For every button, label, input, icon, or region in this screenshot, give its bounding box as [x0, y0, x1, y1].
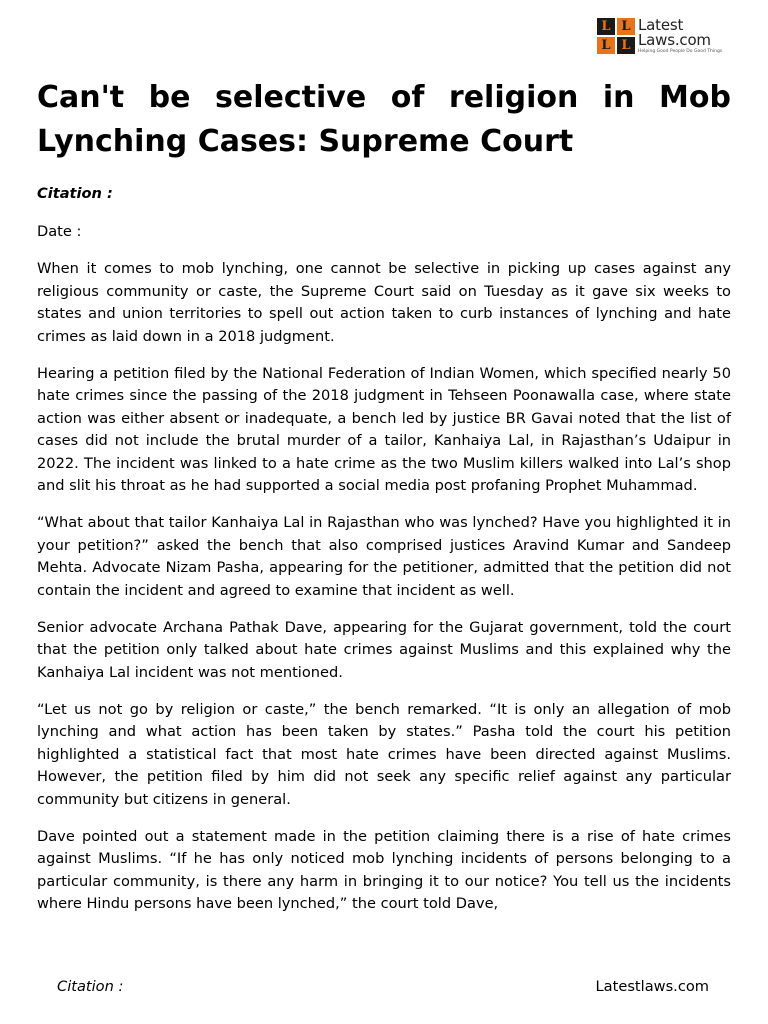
article-paragraph: Dave pointed out a statement made in the petition claiming there is a rise of hate crimes against Muslims. “If he has only noticed mob lynching incidents of persons belonging to a particular community, is there any harm in bringing it to our notice? You tell us the incidents where Hindu persons have been lynched,” the court told Dave,	[37, 827, 731, 912]
article-body	[37, 183, 731, 930]
logo-mark-cell: L	[617, 37, 635, 54]
date-label: Date :	[37, 222, 82, 240]
logo-mark	[597, 18, 635, 54]
footer-site-link[interactable]: Latestlaws.com	[595, 978, 709, 995]
article-paragraph: When it comes to mob lynching, one cannot be selective in picking up cases against any religious community or caste, the Supreme Court said on Tuesday as it gave six weeks to states and union territories to spell out action taken to curb instances of lynching and hate crimes as laid down in a 2018 judgment.	[37, 260, 731, 345]
logo-text	[638, 18, 722, 55]
logo-name-line1: Latest	[638, 16, 684, 34]
logo-mark-cell: L	[617, 18, 635, 35]
logo-mark-cell: L	[597, 18, 615, 35]
logo-name-line2: Laws.com	[638, 31, 711, 49]
logo-tagline: Helping Good People Do Good Things	[638, 49, 723, 54]
article-paragraph: “Let us not go by religion or caste,” the bench remarked. “It is only an allegation of mob lynching and what action has been taken by states.” Pasha told the court his petition highlighted a statistical fact that most hate crimes have been directed against Muslims. However, the petition filed by him did not seek any specific relief against any particular community but citizens in general.	[37, 700, 731, 808]
article-paragraph: Hearing a petition filed by the National Federation of Indian Women, which specified nearly 50 hate crimes since the passing of the 2018 judgment in Tehseen Poonawalla case, where state action was either absent or inadequate, a bench led by justice BR Gavai noted that the list of cases did not include the brutal murder of a tailor, Kanhaiya Lal, in Rajasthan’s Udaipur in 2022. The incident was linked to a hate crime as the two Muslim killers walked into Lal’s shop and slit his throat as he had supported a social media post profaning Prophet Muhammad.	[37, 364, 731, 494]
citation-label: Citation :	[37, 185, 113, 202]
page-footer	[57, 977, 709, 997]
logo-mark-cell: L	[597, 37, 615, 54]
article-paragraph: Senior advocate Archana Pathak Dave, appearing for the Gujarat government, told the court that the petition only talked about hate crimes against Muslims and this explained why the Kanhaiya Lal incident was not mentioned.	[37, 618, 731, 681]
article-paragraph: “What about that tailor Kanhaiya Lal in Rajasthan who was lynched? Have you highlighted it in your petition?” asked the bench that also comprised justices Aravind Kumar and Sandeep Mehta. Advocate Nizam Pasha, appearing for the petitioner, admitted that the petition did not contain the incident and agreed to examine that incident as well.	[37, 514, 731, 599]
article-title: Can't be selective of religion in Mob Lynching Cases: Supreme Court	[37, 80, 731, 159]
site-logo[interactable]	[597, 18, 722, 55]
footer-citation: Citation :	[57, 978, 124, 995]
